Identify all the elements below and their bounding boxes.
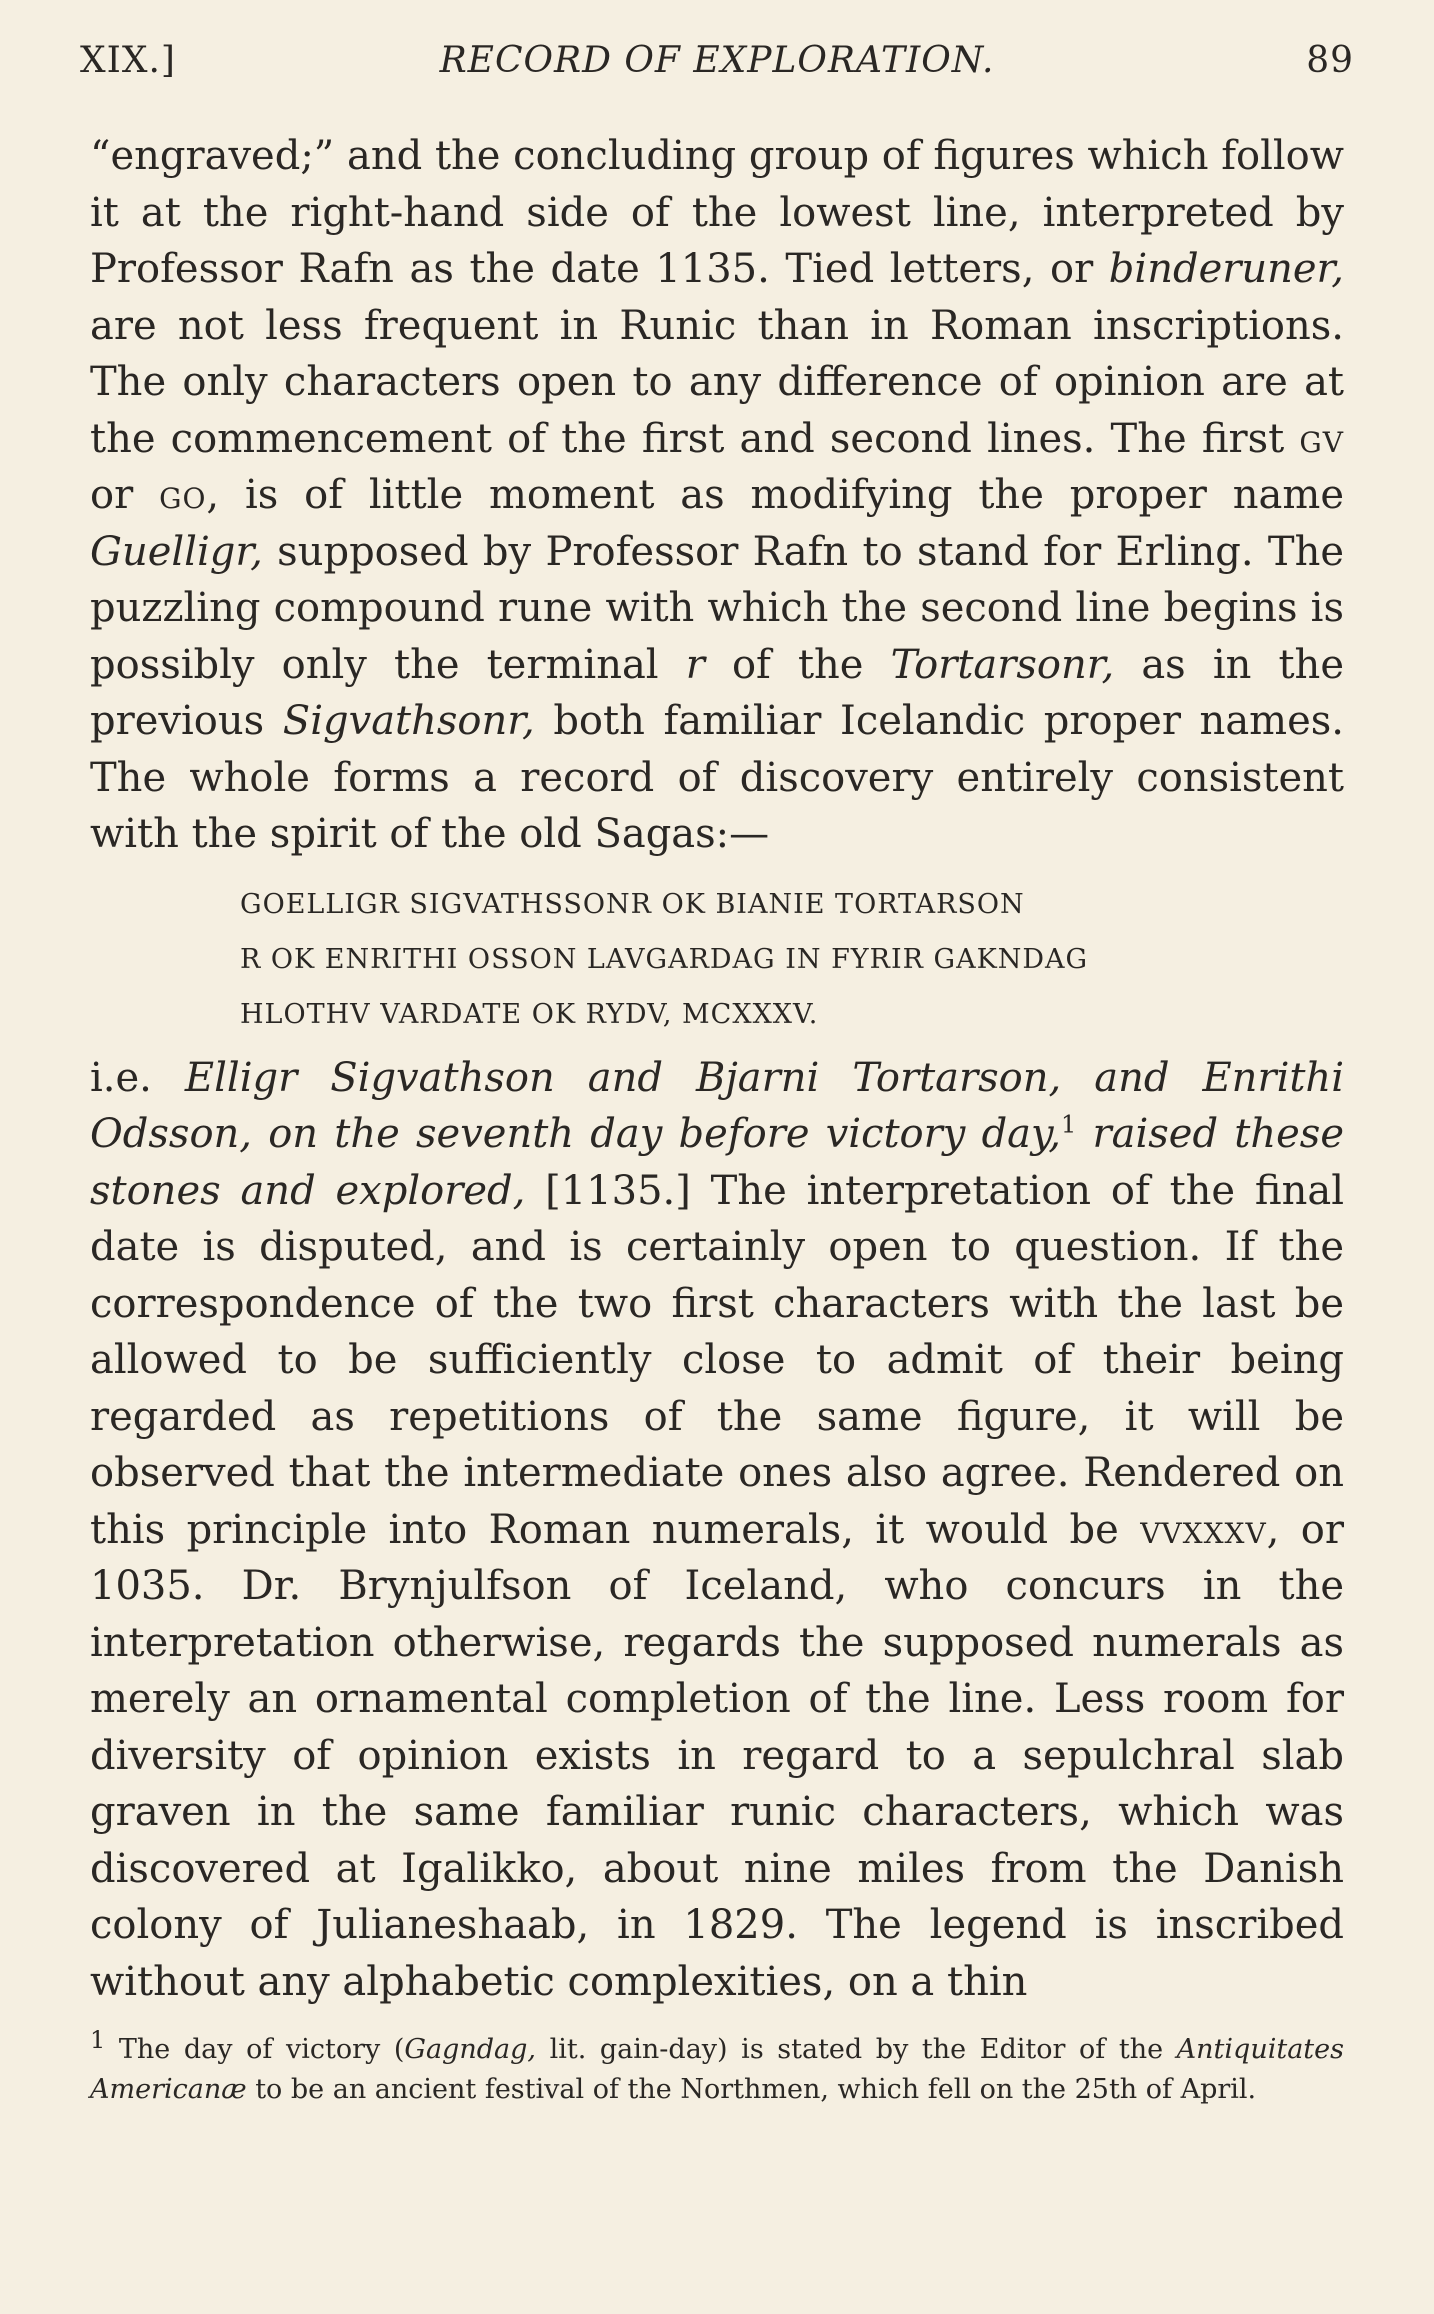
footnote-number: 1	[90, 2026, 106, 2054]
italic-run: raised these stones and explored,	[90, 1111, 1345, 1214]
small-caps-run: gv	[1299, 415, 1344, 462]
footnote	[90, 2026, 1344, 2110]
paragraph-1	[90, 128, 1344, 863]
text-run: to be an ancient festival of the Northmen, which fell on the 25th of April.	[246, 2074, 1257, 2105]
italic-run: Elligr Sigvathson and Bjarni Tortarson, and Enrithi Odsson, on the seventh day before victory day,	[90, 1054, 1344, 1157]
text-run: are not less frequent in Runic than in Roman inscriptions. The only characters open to any difference of opinion are at the commencement of the first and second lines. The first	[90, 302, 1344, 462]
text-run: “engraved;” and the concluding group of figures which follow it at the right-hand side of the lowest line, interpreted by Professor Rafn as the date 1135. Tied letters, or	[90, 133, 1344, 292]
italic-run: Guelligr,	[90, 528, 263, 575]
inscription-line-1: GOELLIGR SIGVATHSSONR OK BIANIE TORTARSON	[240, 888, 1025, 920]
text-run: [1135.] The interpretation of the final date is disputed, and is certainly open to question. If the correspondence of the two first characters with the last be allowed to be sufficiently close to admit of their being regarded as repetitions of the same figure, it will be observed that the intermediate ones also agree. Rendered on this principle into Roman numerals, it would be	[90, 1167, 1344, 1553]
text-run: both familiar Icelandic proper names. The whole forms a record of discovery entirely consistent with the spirit of the old Sagas:—	[90, 698, 1345, 857]
inscription-line-3: HLOTHV VARDATE OK RYDV, MCXXXV.	[240, 998, 819, 1030]
page-body	[90, 128, 1344, 2010]
italic-run: r	[685, 641, 705, 688]
footnote-marker: 1	[1061, 1110, 1077, 1139]
italic-run: binderuner,	[1108, 246, 1344, 292]
italic-run: Sigvathsonr,	[282, 698, 535, 744]
running-header	[80, 40, 1354, 100]
italic-run: Tortarsonr,	[890, 641, 1115, 688]
text-run: or	[90, 472, 160, 518]
italic-run: Antiquitates Americanæ	[90, 2034, 1344, 2105]
running-title: RECORD OF EXPLORATION.	[439, 40, 995, 81]
inscription-line-2: R OK ENRITHI OSSON LAVGARDAG IN FYRIR GAKNDAG	[240, 943, 1089, 975]
text-run: as in the previous	[90, 641, 1344, 744]
small-caps-run: vvxxxv	[1140, 1506, 1267, 1553]
text-run: , is of little moment as modifying the proper name	[206, 472, 1345, 518]
text-run: of the	[704, 641, 891, 688]
small-caps-run: go	[159, 472, 207, 518]
chapter-number: XIX.]	[80, 40, 176, 81]
text-run: supposed by Professor Rafn to stand for Erling. The puzzling compound rune with which the second line begins is possibly only the terminal	[90, 528, 1344, 688]
text-run: The day of victory (	[105, 2034, 405, 2065]
text-run: lit. gain-day) is stated by the Editor of the	[535, 2034, 1177, 2065]
italic-run: Gagndag,	[404, 2034, 536, 2065]
paragraph-2	[90, 1050, 1344, 2011]
runic-inscription	[90, 877, 1344, 1042]
page-number: 89	[1306, 40, 1354, 81]
text-run: , or 1035. Dr. Brynjulfson of Iceland, who concurs in the interpretation otherwise, regards the supposed numerals as merely an ornamental completion of the line. Less room for diversity of opinion exists in regard to a sepulchral slab graven in the same familiar runic characters, which was discovered at Igalikko, about nine miles from the Danish colony of Julianeshaab, in 1829. The legend is inscribed without any alphabetic complexities, on a thin	[90, 1506, 1345, 2005]
text-run: i.e.	[90, 1054, 185, 1101]
